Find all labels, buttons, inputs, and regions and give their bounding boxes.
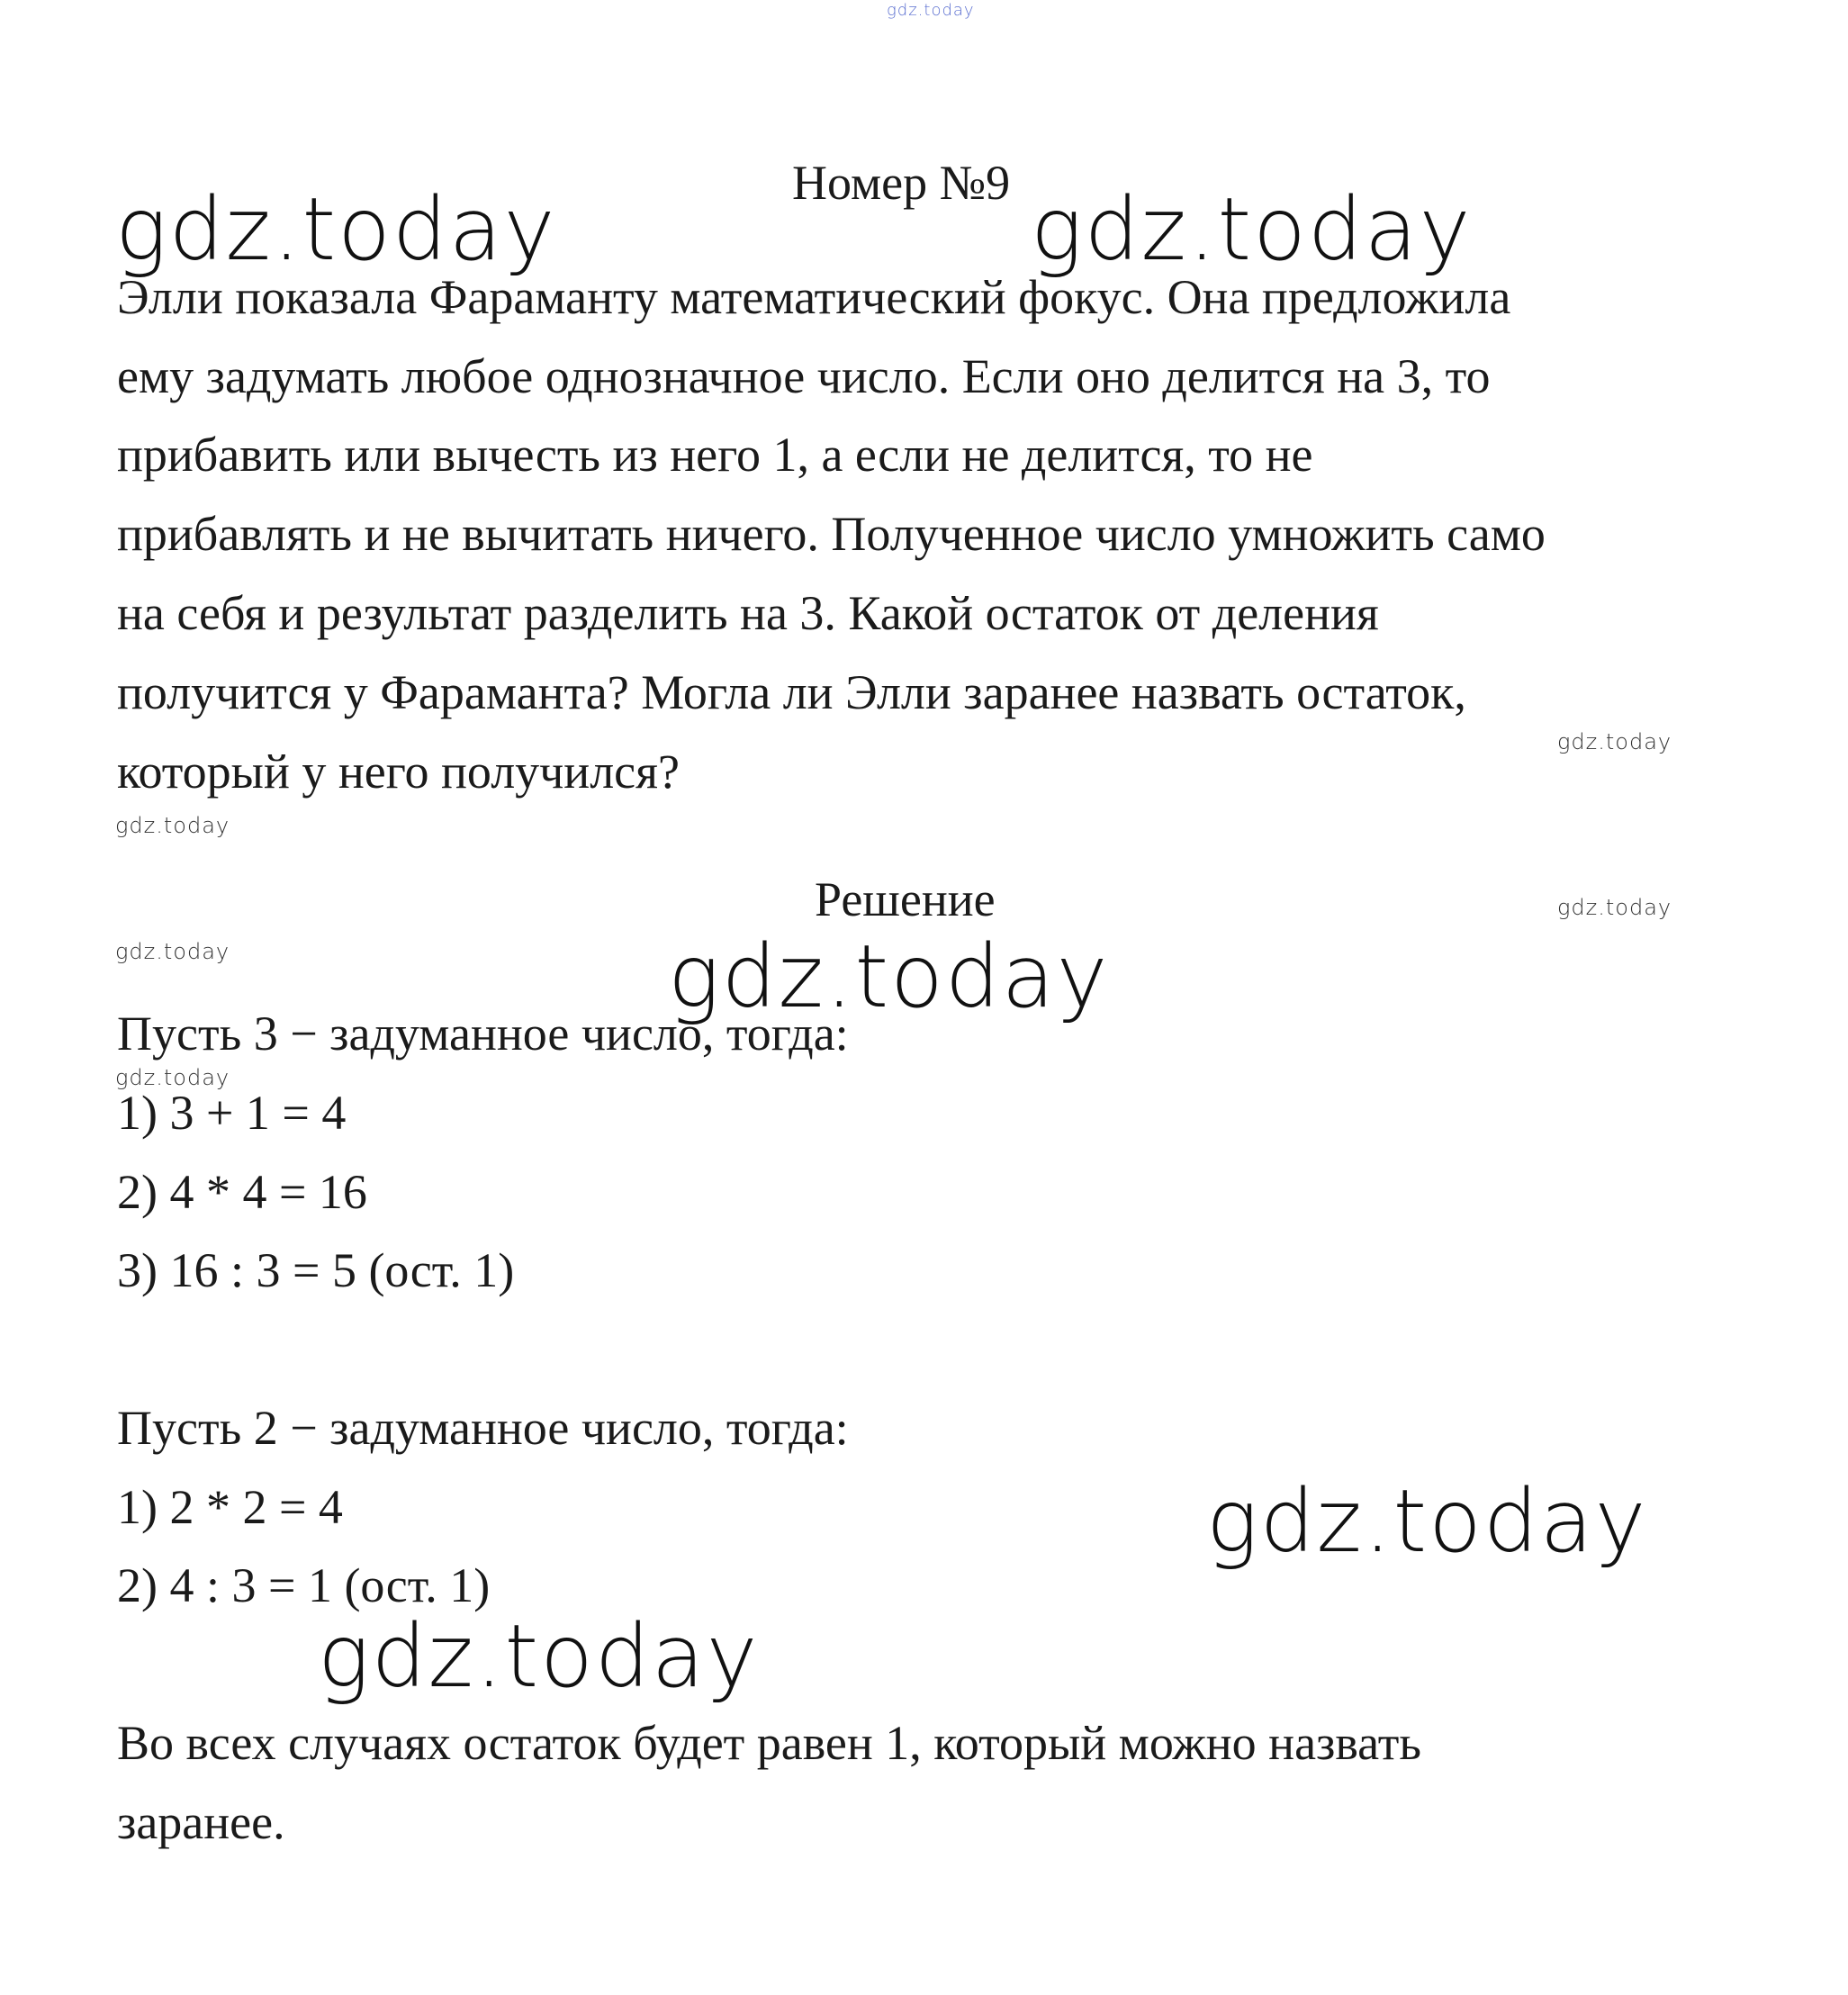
watermark-small: gdz.today [115, 1065, 230, 1090]
problem-line: прибавлять и не вычитать ничего. Полученное число умножить само [117, 507, 1546, 561]
case2-intro: Пусть 2 − задуманное число, тогда: [117, 1401, 849, 1455]
watermark-big: gdz.today [318, 1606, 760, 1707]
watermark-big: gdz.today [1206, 1471, 1648, 1572]
conclusion-line: заранее. [117, 1795, 285, 1849]
case1-step: 1) 3 + 1 = 4 [117, 1086, 347, 1140]
top-watermark: gdz.today [887, 1, 975, 20]
watermark-small: gdz.today [115, 813, 230, 838]
case2-step: 2) 4 : 3 = 1 (ост. 1) [117, 1558, 491, 1612]
watermark-big: gdz.today [668, 926, 1110, 1027]
problem-line: получится у Фараманта? Могла ли Элли заранее назвать остаток, [117, 665, 1466, 719]
watermark-big: gdz.today [1031, 179, 1473, 280]
problem-number-title: Номер №9 [792, 156, 1011, 210]
problem-line: прибавить или вычесть из него 1, а если не делится, то не [117, 428, 1313, 482]
watermark-small: gdz.today [115, 939, 230, 964]
case1-step: 3) 16 : 3 = 5 (ост. 1) [117, 1243, 515, 1297]
conclusion-line: Во всех случаях остаток будет равен 1, который можно назвать [117, 1716, 1421, 1770]
case2-step: 1) 2 * 2 = 4 [117, 1480, 343, 1534]
watermark-small: gdz.today [1557, 895, 1672, 920]
problem-line: который у него получился? [117, 745, 680, 799]
problem-line: на себя и результат разделить на 3. Какой остаток от деления [117, 586, 1379, 640]
case1-step: 2) 4 * 4 = 16 [117, 1165, 367, 1219]
problem-line: Элли показала Фараманту математический фокус. Она предложила [117, 270, 1511, 324]
problem-line: ему задумать любое однозначное число. Если оно делится на 3, то [117, 349, 1491, 403]
watermark-big: gdz.today [115, 179, 557, 280]
case1-intro: Пусть 3 − задуманное число, тогда: [117, 1007, 849, 1061]
solution-heading: Решение [815, 872, 996, 926]
watermark-small: gdz.today [1557, 729, 1672, 754]
